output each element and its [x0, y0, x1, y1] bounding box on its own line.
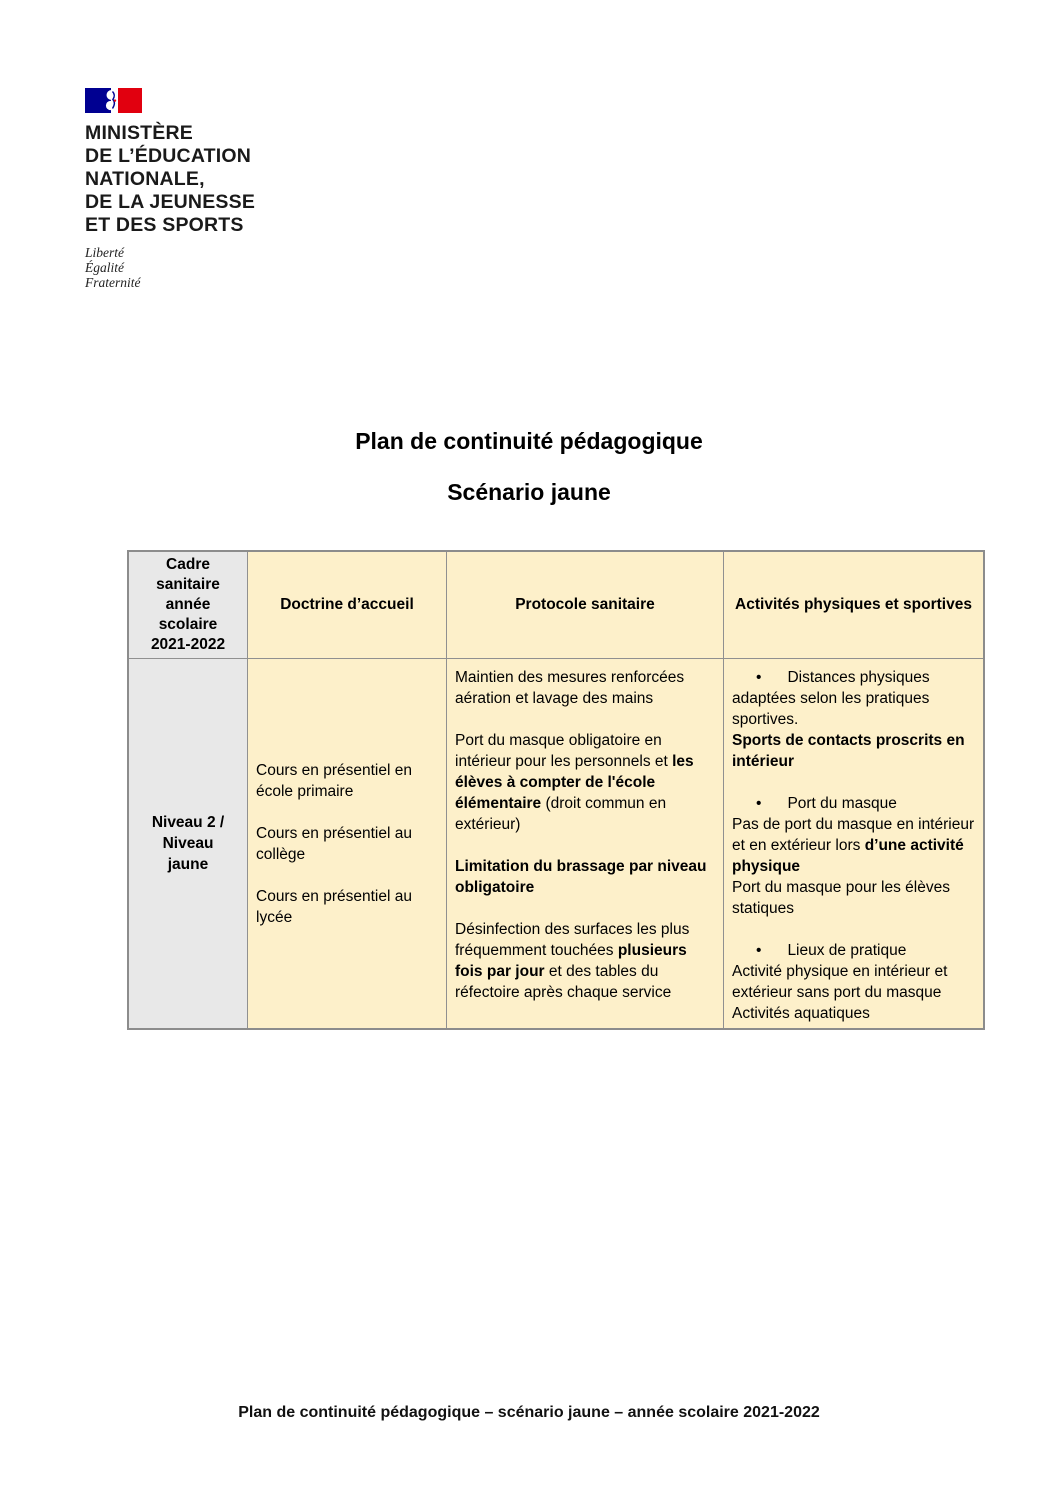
cell-protocole-sanitaire	[446, 658, 723, 1028]
paragraph: Maintien des mesures renforcées aération et lavage des mains	[455, 669, 685, 707]
header-doctrine-accueil: Doctrine d’accueil	[247, 552, 446, 658]
page-footer: Plan de continuité pédagogique – scénario jaune – année scolaire 2021-2022	[238, 1404, 820, 1421]
paragraph: Cours en présentiel au lycée	[256, 887, 412, 926]
niveau-label: Niveau 2 / Niveau jaune	[151, 814, 225, 873]
title-line-2: Scénario jaune	[447, 479, 611, 505]
header-activites-physiques: Activités physiques et sportives	[723, 552, 983, 658]
bullet-icon: •	[756, 942, 762, 959]
doctrine-paragraphs	[256, 760, 438, 928]
paragraph: Port du masque obligatoire en intérieur pour les personnels et les élèves à compter de l'école élémentaire (droit commun en extérieur)	[455, 732, 694, 833]
bullet-icon: •	[756, 669, 762, 686]
paragraph: • Port du masque	[756, 795, 897, 812]
paragraph: Pas de port du masque en intérieur et en extérieur lors d’une activité physique	[732, 816, 975, 875]
bullet-icon: •	[756, 795, 762, 812]
ministry-line: DE LA JEUNESSE	[85, 191, 256, 213]
paragraph: Port du masque pour les élèves statiques	[732, 879, 950, 917]
paragraph: Activité physique en intérieur et extérieur sans port du masque	[732, 963, 948, 1001]
motto-line: Fraternité	[85, 275, 141, 290]
french-flag-marianne-icon	[85, 88, 142, 113]
paragraph: • Lieux de pratique	[756, 942, 907, 959]
paragraph: Désinfection des surfaces les plus fréquemment touchées plusieurs fois par jour et des tables du réfectoire après chaque service	[455, 921, 690, 1001]
header-protocole-sanitaire: Protocole sanitaire	[446, 552, 723, 658]
cell-activites-physiques	[723, 658, 983, 1028]
paragraph: Activités aquatiques	[732, 1005, 870, 1022]
cell-niveau	[129, 658, 247, 1028]
ministry-line: NATIONALE,	[85, 168, 205, 190]
paragraph: Limitation du brassage par niveau obligatoire	[455, 858, 707, 896]
ministry-logo	[85, 88, 255, 290]
paragraph: Sports de contacts proscrits en intérieur	[732, 732, 965, 770]
motto-line: Liberté	[85, 245, 124, 260]
continuity-plan-table	[127, 550, 985, 1030]
ministry-line: MINISTÈRE	[85, 122, 193, 144]
republic-motto	[85, 245, 255, 290]
ministry-name	[85, 122, 255, 237]
ministry-line: DE L’ÉDUCATION	[85, 145, 252, 167]
ministry-line: ET DES SPORTS	[85, 214, 244, 236]
motto-line: Égalité	[85, 260, 124, 275]
header-cadre-sanitaire: Cadre sanitaire année scolaire 2021-2022	[129, 552, 247, 658]
title-line-1: Plan de continuité pédagogique	[355, 428, 703, 454]
document-title	[0, 428, 1058, 506]
paragraph: • Distances physiques adaptées selon les pratiques sportives.	[732, 669, 930, 728]
paragraph: Cours en présentiel au collège	[256, 824, 412, 863]
paragraph: Cours en présentiel en école primaire	[256, 761, 412, 800]
cell-doctrine-accueil	[247, 658, 446, 1028]
